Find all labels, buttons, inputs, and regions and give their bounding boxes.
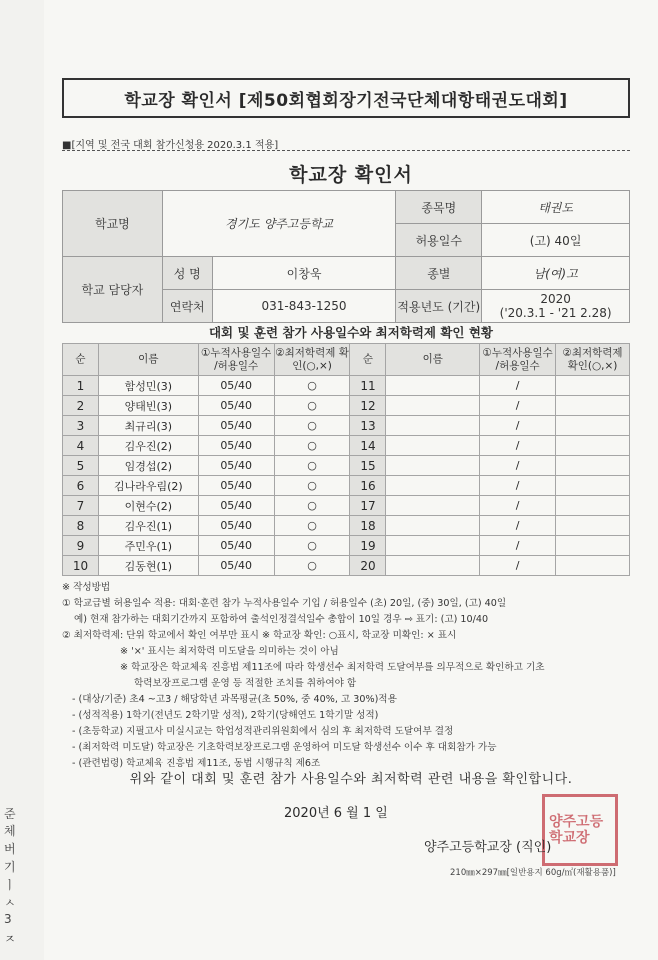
athlete-name [386,436,480,456]
min-academic-check: ○ [274,536,350,556]
note-line: - (관련법령) 학교체육 진흥법 제11조, 동법 시행규칙 제6조 [72,758,321,769]
min-academic-check [556,396,630,416]
gender-value: 남(여)고 [482,257,630,290]
school-info-table [62,190,630,323]
table-row [63,396,630,416]
note-line: - (최저학력 미도달) 학교장은 기초학력보장프로그램 운영하여 미도달 학생선수 이수 후 대회참가 가능 [72,742,497,753]
manager-label: 학교 담당자 [63,257,163,323]
header-check: ②최저학력제 확인(○,×) [274,344,350,376]
year-label: 적용년도 (기간) [396,290,482,323]
official-seal: 양주고등학교장 [542,794,618,866]
used-days: 05/40 [198,516,274,536]
table-row [63,496,630,516]
used-days: 05/40 [198,556,274,576]
table-header-row [63,344,630,376]
athlete-name [386,496,480,516]
athlete-name: 양태빈(3) [98,396,198,416]
period-value: ('20.3.1 - '21 2.28) [499,306,612,320]
athlete-name [386,456,480,476]
name-label: 성 명 [162,257,212,290]
note-line: ① 학교급별 허용일수 적용: 대회·훈련 참가 누적사용일수 기입 / 허용일수 (초) 20일, (중) 30일, (고) 40일 [62,598,507,609]
min-academic-check: ○ [274,376,350,396]
athlete-name [386,536,480,556]
row-number: 5 [63,456,99,476]
row-number: 10 [63,556,99,576]
table-row [63,456,630,476]
row-number: 19 [350,536,386,556]
min-academic-check: ○ [274,496,350,516]
used-days: 05/40 [198,416,274,436]
row-number: 2 [63,396,99,416]
row-number: 7 [63,496,99,516]
note-line: ② 최저학력제: 단위 학교에서 확인 여부만 표시 ※ 학교장 확인: ○표시, 학교장 미확인: × 표시 [62,630,457,641]
row-number: 20 [350,556,386,576]
row-number: 4 [63,436,99,456]
school-value: 경기도 양주고등학교 [162,191,396,257]
note-line: 학력보장프로그램 운영 등 적절한 조치를 취하여야 함 [134,678,357,689]
year-value: 2020 [540,292,571,306]
min-academic-check: ○ [274,436,350,456]
table-row [63,556,630,576]
principal-signature: 양주고등학교장 (직인) [424,840,552,855]
strip-char: 버 [4,842,16,856]
document-header-title: 학교장 확인서 [제50회협회장기전국단체대항태권도대회] [62,78,630,118]
writing-instructions [62,580,642,772]
strip-char: ㅣ [4,878,16,892]
application-note: ■[지역 및 전국 대회 참가신청용 2020.3.1 적용] [62,140,279,151]
used-days: / [480,496,556,516]
athlete-name [386,376,480,396]
row-number: 1 [63,376,99,396]
min-academic-check: ○ [274,456,350,476]
athlete-name: 김동현(1) [98,556,198,576]
strip-char: 기 [4,860,16,874]
row-number: 14 [350,436,386,456]
used-days: 05/40 [198,436,274,456]
min-academic-check: ○ [274,516,350,536]
row-number: 8 [63,516,99,536]
list-title: 대회 및 훈련 참가 사용일수와 최저학력제 확인 현황 [208,325,494,340]
athlete-name: 임경섭(2) [98,456,198,476]
athlete-name [386,516,480,536]
note-line: ※ 학교장은 학교체육 진흥법 제11조에 따라 학생선수 최저학력 도달여부를 의무적으로 확인하고 기초 [120,662,545,673]
row-number: 6 [63,476,99,496]
used-days: / [480,556,556,576]
athlete-name: 김나라우림(2) [98,476,198,496]
min-academic-check [556,556,630,576]
min-academic-check [556,516,630,536]
note-line: ※ 작성방법 [62,582,111,593]
row-number: 18 [350,516,386,536]
athlete-name: 함성민(3) [98,376,198,396]
athlete-table [62,343,630,576]
min-academic-check: ○ [274,476,350,496]
table-row [63,376,630,396]
used-days: 05/40 [198,376,274,396]
table-body [63,376,630,576]
row-number: 16 [350,476,386,496]
document-page [44,0,658,960]
row-number: 3 [63,416,99,436]
strip-char: 체 [4,824,16,838]
header-days: ①누적사용일수 /허용일수 [480,344,556,376]
strip-char: 3 [4,912,12,926]
table-row [63,476,630,496]
min-academic-check [556,456,630,476]
strip-char: 준 [4,807,16,821]
used-days: / [480,376,556,396]
min-academic-check: ○ [274,396,350,416]
athlete-name [386,476,480,496]
header-name: 이름 [98,344,198,376]
table-row [63,516,630,536]
min-academic-check [556,416,630,436]
min-academic-check [556,536,630,556]
used-days: 05/40 [198,536,274,556]
row-number: 11 [350,376,386,396]
header-no: 순 [350,344,386,376]
athlete-name [386,396,480,416]
header-name: 이름 [386,344,480,376]
event-label: 종목명 [396,191,482,224]
note-line: - (초등학교) 지필고사 미실시교는 학업성적관리위원회에서 심의 후 최저학력 도달여부 결정 [72,726,454,737]
min-academic-check [556,436,630,456]
table-row [63,436,630,456]
used-days: 05/40 [198,396,274,416]
row-number: 13 [350,416,386,436]
min-academic-check: ○ [274,416,350,436]
row-number: 17 [350,496,386,516]
used-days: / [480,476,556,496]
header-days: ①누적사용일수 /허용일수 [198,344,274,376]
dashed-divider [62,150,630,151]
athlete-name [386,556,480,576]
note-line: - (대상/기준) 초4 ~고3 / 해당학년 과목평균(초 50%, 중 40%, 고 30%)적용 [72,694,397,705]
used-days: / [480,456,556,476]
header-check: ②최저학력제 확인(○,×) [556,344,630,376]
used-days: / [480,396,556,416]
strip-char: ㅅ [4,896,16,910]
athlete-name: 김우진(1) [98,516,198,536]
confirmation-statement: 위와 같이 대회 및 훈련 참가 사용일수와 최저학력 관련 내용을 확인합니다. [129,772,573,787]
note-line: 예) 현재 참가하는 대회기간까지 포함하여 출석인정결석일수 총합이 10일 경우 ⇨ 표기: (고) 10/40 [74,614,489,625]
contact-label: 연락처 [162,290,212,323]
school-label: 학교명 [63,191,163,257]
row-number: 15 [350,456,386,476]
days-value: (고) 40일 [482,224,630,257]
year-cell [482,290,630,323]
athlete-name [386,416,480,436]
used-days: 05/40 [198,456,274,476]
issue-date: 2020년 6 월 1 일 [284,806,388,821]
adjacent-page-strip [0,0,44,960]
paper-spec: 210㎜×297㎜[일반용지 60g/㎡(재활용품)] [450,868,616,878]
athlete-name: 최규리(3) [98,416,198,436]
note-line: ※ '×' 표시는 최저학력 미도달을 의미하는 것이 아님 [120,646,339,657]
min-academic-check [556,496,630,516]
row-number: 9 [63,536,99,556]
used-days: / [480,416,556,436]
table-row [63,536,630,556]
used-days: / [480,516,556,536]
athlete-name: 주민우(1) [98,536,198,556]
used-days: 05/40 [198,496,274,516]
strip-char: ㅈ [4,932,16,946]
table-row [63,416,630,436]
used-days: 05/40 [198,476,274,496]
event-value: 태권도 [482,191,630,224]
note-line: - (성적적용) 1학기(전년도 2학기말 성적), 2학기(당해연도 1학기말 성적) [72,710,379,721]
days-label: 허용일수 [396,224,482,257]
header-no: 순 [63,344,99,376]
athlete-name: 이현수(2) [98,496,198,516]
gender-label: 종별 [396,257,482,290]
name-value: 이창욱 [212,257,396,290]
used-days: / [480,536,556,556]
row-number: 12 [350,396,386,416]
min-academic-check [556,476,630,496]
contact-value: 031-843-1250 [212,290,396,323]
min-academic-check [556,376,630,396]
min-academic-check: ○ [274,556,350,576]
used-days: / [480,436,556,456]
page-title: 학교장 확인서 [289,164,413,186]
athlete-name: 김우진(2) [98,436,198,456]
